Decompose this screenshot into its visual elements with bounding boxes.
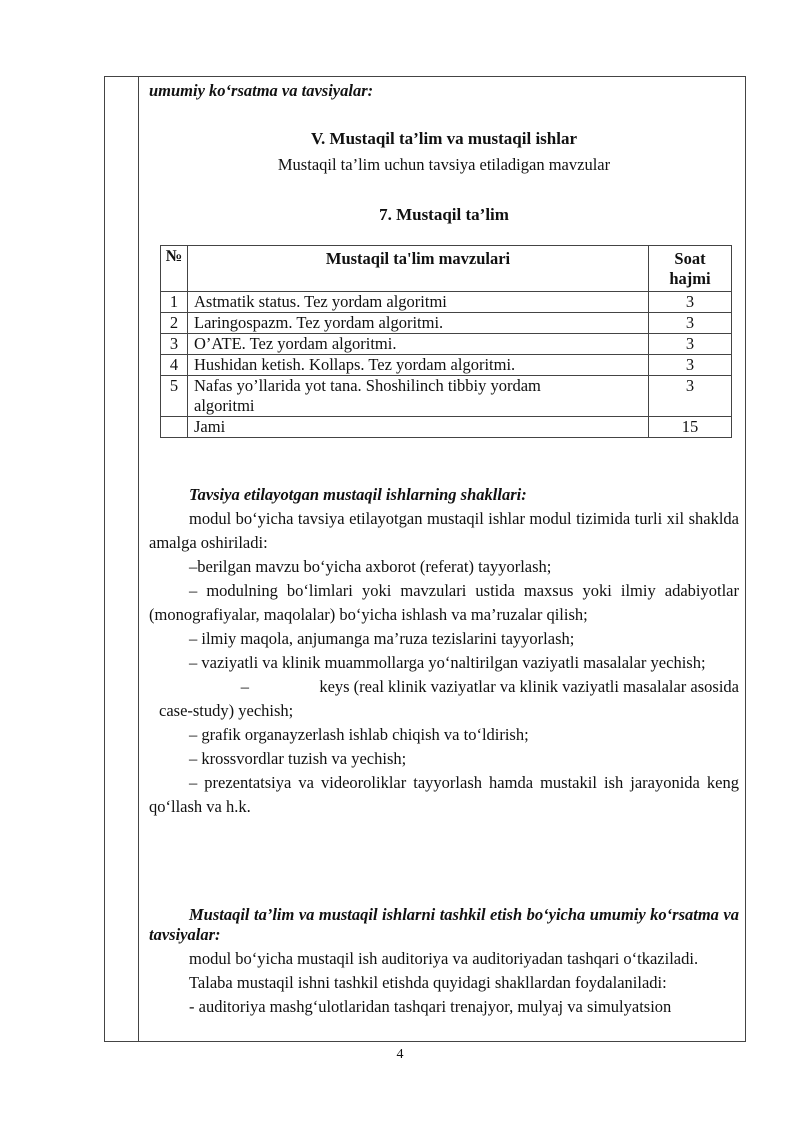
header-topic: Mustaqil ta'lim mavzulari [188, 246, 649, 292]
topics-table [160, 245, 732, 438]
forms-item: – prezentatsiya va videoroliklar tayyorlash hamda mustakil ish jarayonida keng qoʻllash va h.k. [149, 773, 739, 816]
table-row [161, 334, 732, 355]
row-hours: 3 [649, 292, 732, 313]
forms-item: – krossvordlar tuzish va yechish; [189, 749, 407, 768]
row-topic: Nafas yo’llarida yot tana. Shoshilinch tibbiy yordam algoritmi [188, 376, 649, 417]
row-number: 3 [161, 334, 188, 355]
forms-intro: modul boʻyicha tavsiya etilayotgan mustaqil ishlar modul tizimida turli xil shaklda amalga oshiriladi: [149, 509, 739, 552]
row-hours: 3 [649, 376, 732, 417]
forms-item: – grafik organayzerlash ishlab chiqish va toʻldirish; [189, 725, 529, 744]
table-header-row [161, 246, 732, 292]
table-row [161, 292, 732, 313]
total-hours: 15 [649, 417, 732, 438]
page-frame [104, 76, 746, 1042]
top-heading: umumiy koʻrsatma va tavsiyalar: [149, 81, 374, 100]
section-title: V. Mustaqil ta’lim va mustaqil ishlar [310, 129, 578, 148]
row-hours: 3 [649, 355, 732, 376]
org-paragraph: modul boʻyicha mustaqil ish auditoriya va auditoriyadan tashqari oʻtkaziladi. [189, 949, 699, 968]
org-paragraph: Talaba mustaqil ishni tashkil etishda quyidagi shakllardan foydalaniladi: [189, 973, 667, 992]
table-title: 7. Mustaqil ta’lim [379, 205, 509, 224]
left-margin-column [105, 77, 139, 1041]
forms-section [149, 483, 739, 819]
row-number: 5 [161, 376, 188, 417]
table-total-row [161, 417, 732, 438]
total-number-cell [161, 417, 188, 438]
row-hours: 3 [649, 313, 732, 334]
case-text-cont: case-study) yechish; [159, 701, 294, 720]
org-paragraph: - auditoriya mashgʻulotlaridan tashqari trenajyor, mulyaj va simulyatsion [189, 997, 672, 1016]
forms-heading: Tavsiya etilayotgan mustaqil ishlarning shakllari: [189, 485, 527, 504]
header-number: № [161, 246, 188, 292]
page-number: 4 [396, 1047, 404, 1062]
table-row [161, 376, 732, 417]
header-hours: Soat hajmi [649, 246, 732, 292]
row-topic: O’ATE. Tez yordam algoritmi. [188, 334, 649, 355]
forms-item: – modulning boʻlimlari yoki mavzulari ustida maxsus yoki ilmiy adabiyotlar (monografiyalar, maqolalar) boʻyicha ishlash va ma’ruzalar qilish; [149, 581, 739, 624]
case-dash: – [240, 677, 249, 696]
organization-section [149, 905, 739, 1019]
total-label: Jami [188, 417, 649, 438]
table-row [161, 313, 732, 334]
section-subtitle: Mustaqil ta’lim uchun tavsiya etiladigan mavzular [277, 155, 611, 174]
forms-item: – vaziyatli va klinik muammollarga yoʻnaltirilgan vaziyatli masalalar yechish; [189, 653, 706, 672]
case-study-item [149, 675, 739, 699]
forms-item: –berilgan mavzu boʻyicha axborot (referat) tayyorlash; [189, 557, 552, 576]
row-hours: 3 [649, 334, 732, 355]
case-text: keys (real klinik vaziyatlar va klinik vaziyatli masalalar asosida [319, 677, 739, 696]
row-number: 2 [161, 313, 188, 334]
row-topic: Hushidan ketish. Kollaps. Tez yordam algoritmi. [188, 355, 649, 376]
org-heading: Mustaqil ta’lim va mustaqil ishlarni tashkil etish boʻyicha umumiy koʻrsatma va tavsiyalar: [149, 905, 739, 944]
table-row [161, 355, 732, 376]
row-topic: Astmatik status. Tez yordam algoritmi [188, 292, 649, 313]
row-topic: Laringospazm. Tez yordam algoritmi. [188, 313, 649, 334]
row-number: 1 [161, 292, 188, 313]
forms-item: – ilmiy maqola, anjumanga ma’ruza tezislarini tayyorlash; [189, 629, 575, 648]
row-number: 4 [161, 355, 188, 376]
